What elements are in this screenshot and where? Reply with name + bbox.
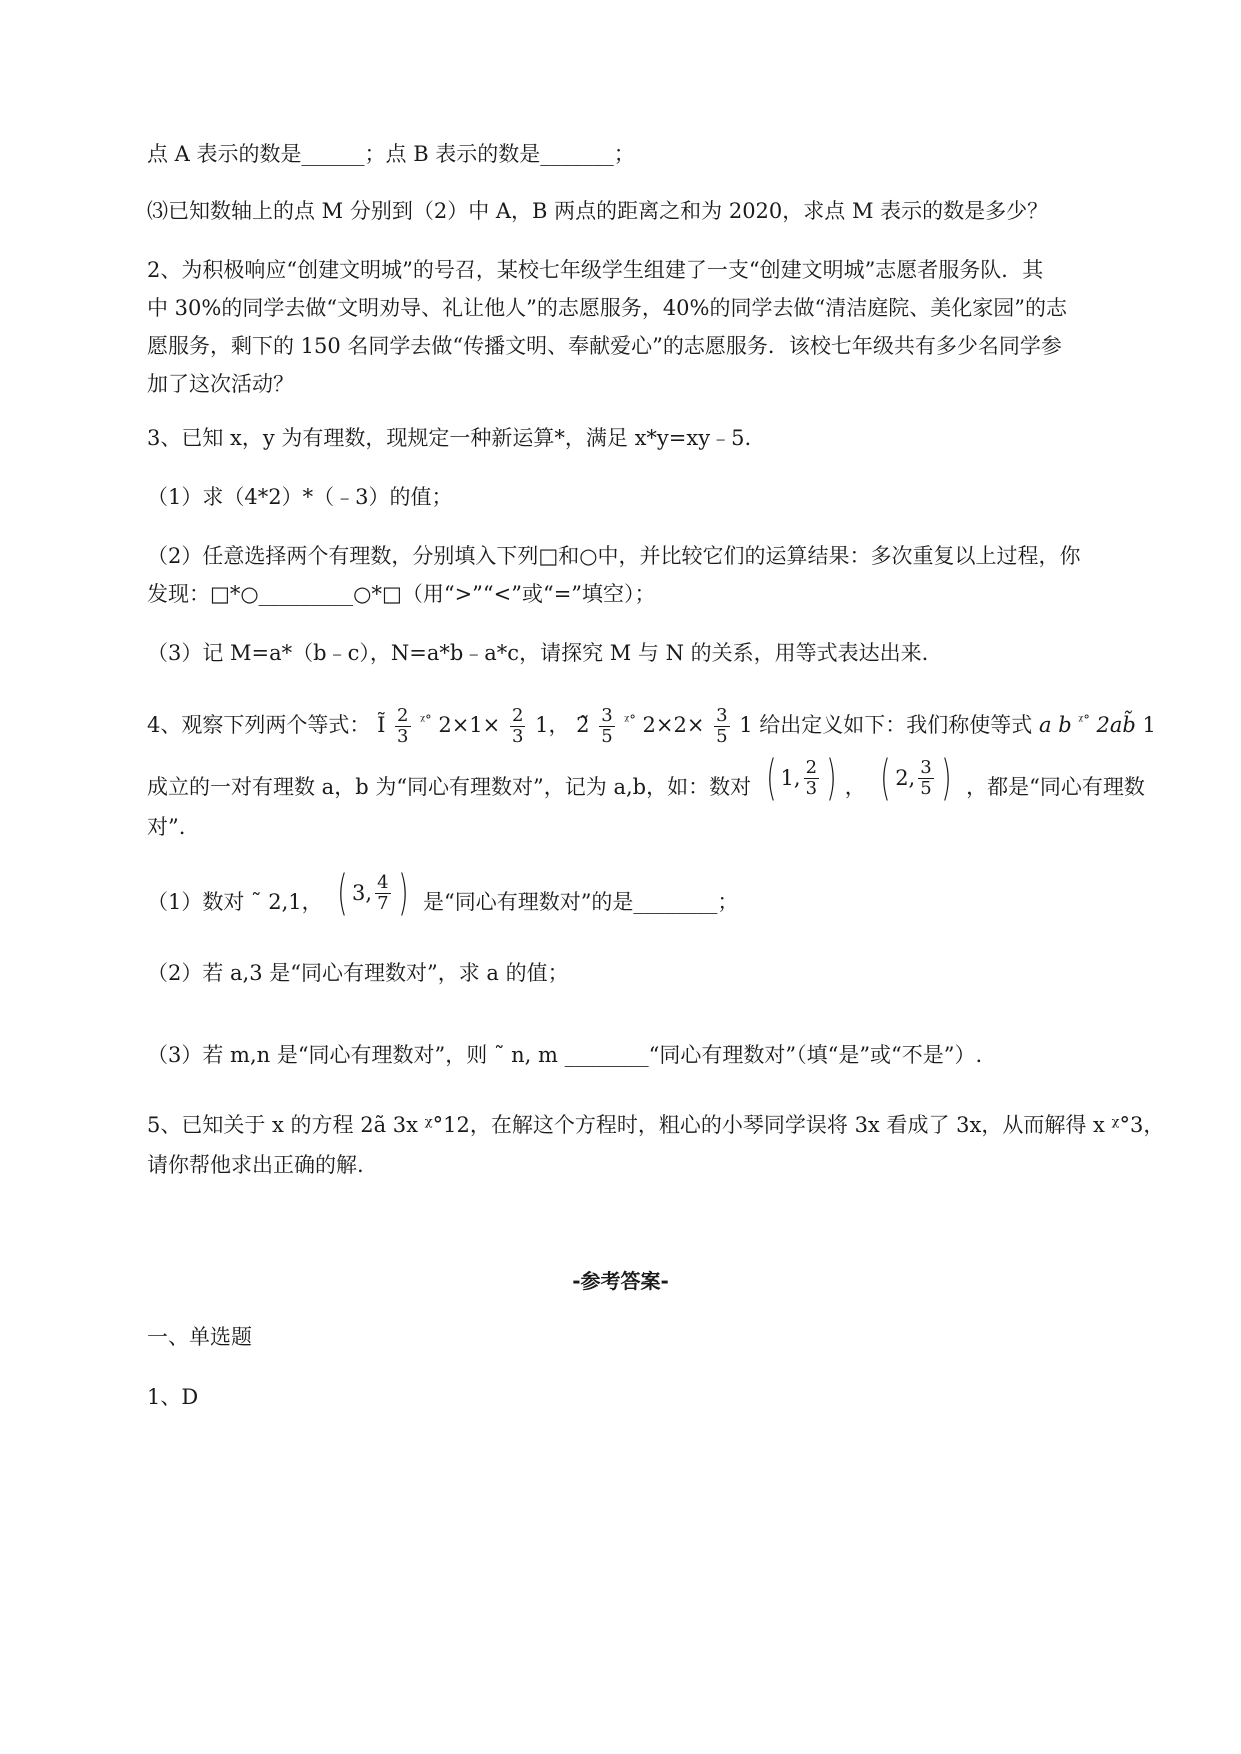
text-line: 加了这次活动？ bbox=[147, 372, 294, 396]
text-line: ⑶已知数轴上的点 M 分别到（2）中 A，B 两点的距离之和为 2020，求点 M 表示的数是多少？ bbox=[147, 199, 1049, 223]
text-segment: ，都是“同心有理数 bbox=[966, 775, 1145, 799]
glyph: ᵡ° bbox=[420, 713, 432, 728]
text-segment: 2×2× bbox=[642, 713, 705, 737]
text-line: 2、为积极响应“创建文明城”的号召，某校七年级学生组建了一支“创建文明城”志愿者服务队．其 bbox=[147, 258, 1044, 282]
text-segment: 4、观察下列两个等式： bbox=[147, 713, 371, 737]
text-line: 发现：□*○_________○*□（用“>”“<”或“=”填空）； bbox=[147, 582, 656, 606]
fraction: $\frac{3}{5}$ bbox=[716, 705, 728, 747]
glyph: ᵡ° bbox=[1078, 713, 1090, 728]
text-segment: （1）数对 ˜ 2,1， bbox=[147, 890, 323, 914]
text-line-with-fractions: 成立的一对有理数 a，b 为“同心有理数对”，记为 a,b，如：数对 ( 1, $\frac{2}{3}$ ) ， ( 2, $\frac{3}{5}$ ) ，都是“同心有理数 bbox=[147, 750, 1145, 806]
text-segment: 2̃ bbox=[576, 713, 590, 737]
text-segment: 2ab̃ bbox=[1096, 713, 1136, 737]
answer-section-title: -参考答案- bbox=[572, 1269, 669, 1293]
text-line: 3、已知 x，y 为有理数，现规定一种新运算*，满足 x*y=xy﹣5. bbox=[147, 426, 752, 450]
number-pair: ( 3, $\frac{4}{7}$ ) bbox=[337, 865, 409, 921]
text-line: 对”. bbox=[147, 815, 186, 839]
text-segment: 1， bbox=[535, 713, 570, 737]
text-line: 5、已知关于 x 的方程 2ã 3x ᵡ°12，在解这个方程时，粗心的小琴同学误将 3x 看成了 3x，从而解得 x ᵡ°3， bbox=[147, 1113, 1165, 1137]
fraction: $\frac{2}{3}$ bbox=[397, 705, 409, 747]
text-line: 愿服务，剩下的 150 名同学去做“传播文明、奉献爱心”的志愿服务．该校七年级共有多少名同学参 bbox=[147, 334, 1062, 358]
number-pair: ( 2, $\frac{3}{5}$ ) bbox=[880, 750, 952, 806]
text-line: （3）记 M=a*（b﹣c），N=a*b﹣a*c，请探究 M 与 N 的关系，用等式表达出来. bbox=[147, 641, 929, 665]
text-line-with-fractions bbox=[147, 694, 1161, 752]
glyph: ᵡ° bbox=[624, 713, 636, 728]
text-segment: 2×1× bbox=[438, 713, 501, 737]
text-line: （3）若 m,n 是“同心有理数对”，则 ˜ n, m ________“同心有理数对”（填“是”或“不是”）. bbox=[147, 1043, 983, 1067]
text-segment: 成立的一对有理数 a，b 为“同心有理数对”，记为 a,b，如：数对 bbox=[147, 775, 752, 799]
text-segment: a bbox=[1039, 713, 1052, 737]
section-heading: 一、单选题 bbox=[147, 1325, 252, 1349]
text-line: 点 A 表示的数是______；点 B 表示的数是_______； bbox=[147, 142, 635, 166]
text-segment: 1 给出定义如下：我们称使等式 bbox=[739, 713, 1033, 737]
text-line: （2）若 a,3 是“同心有理数对”，求 a 的值； bbox=[147, 961, 569, 985]
text-segment: b bbox=[1058, 713, 1072, 737]
number-pair: ( 1, $\frac{2}{3}$ ) bbox=[766, 750, 837, 806]
text-segment: 是“同心有理数对”的是________； bbox=[422, 890, 739, 914]
text-segment: Ĩ bbox=[377, 713, 386, 737]
answer-item: 1、D bbox=[147, 1385, 199, 1409]
fraction: $\frac{2}{3}$ bbox=[511, 705, 524, 747]
text-line: 中 30%的同学去做“文明劝导、礼让他人”的志愿服务，40%的同学去做“清洁庭院、美化家园”的志 bbox=[147, 296, 1067, 320]
text-segment: 1 bbox=[1142, 713, 1156, 737]
fraction: $\frac{3}{5}$ bbox=[601, 705, 613, 747]
text-line-with-fractions bbox=[147, 863, 1161, 932]
text-line: （1）求（4*2）*（﹣3）的值； bbox=[147, 485, 453, 509]
text-line: （2）任意选择两个有理数，分别填入下列□和○中，并比较它们的运算结果：多次重复以上过程，你 bbox=[147, 544, 1081, 568]
text-line: 请你帮他求出正确的解. bbox=[147, 1153, 364, 1177]
